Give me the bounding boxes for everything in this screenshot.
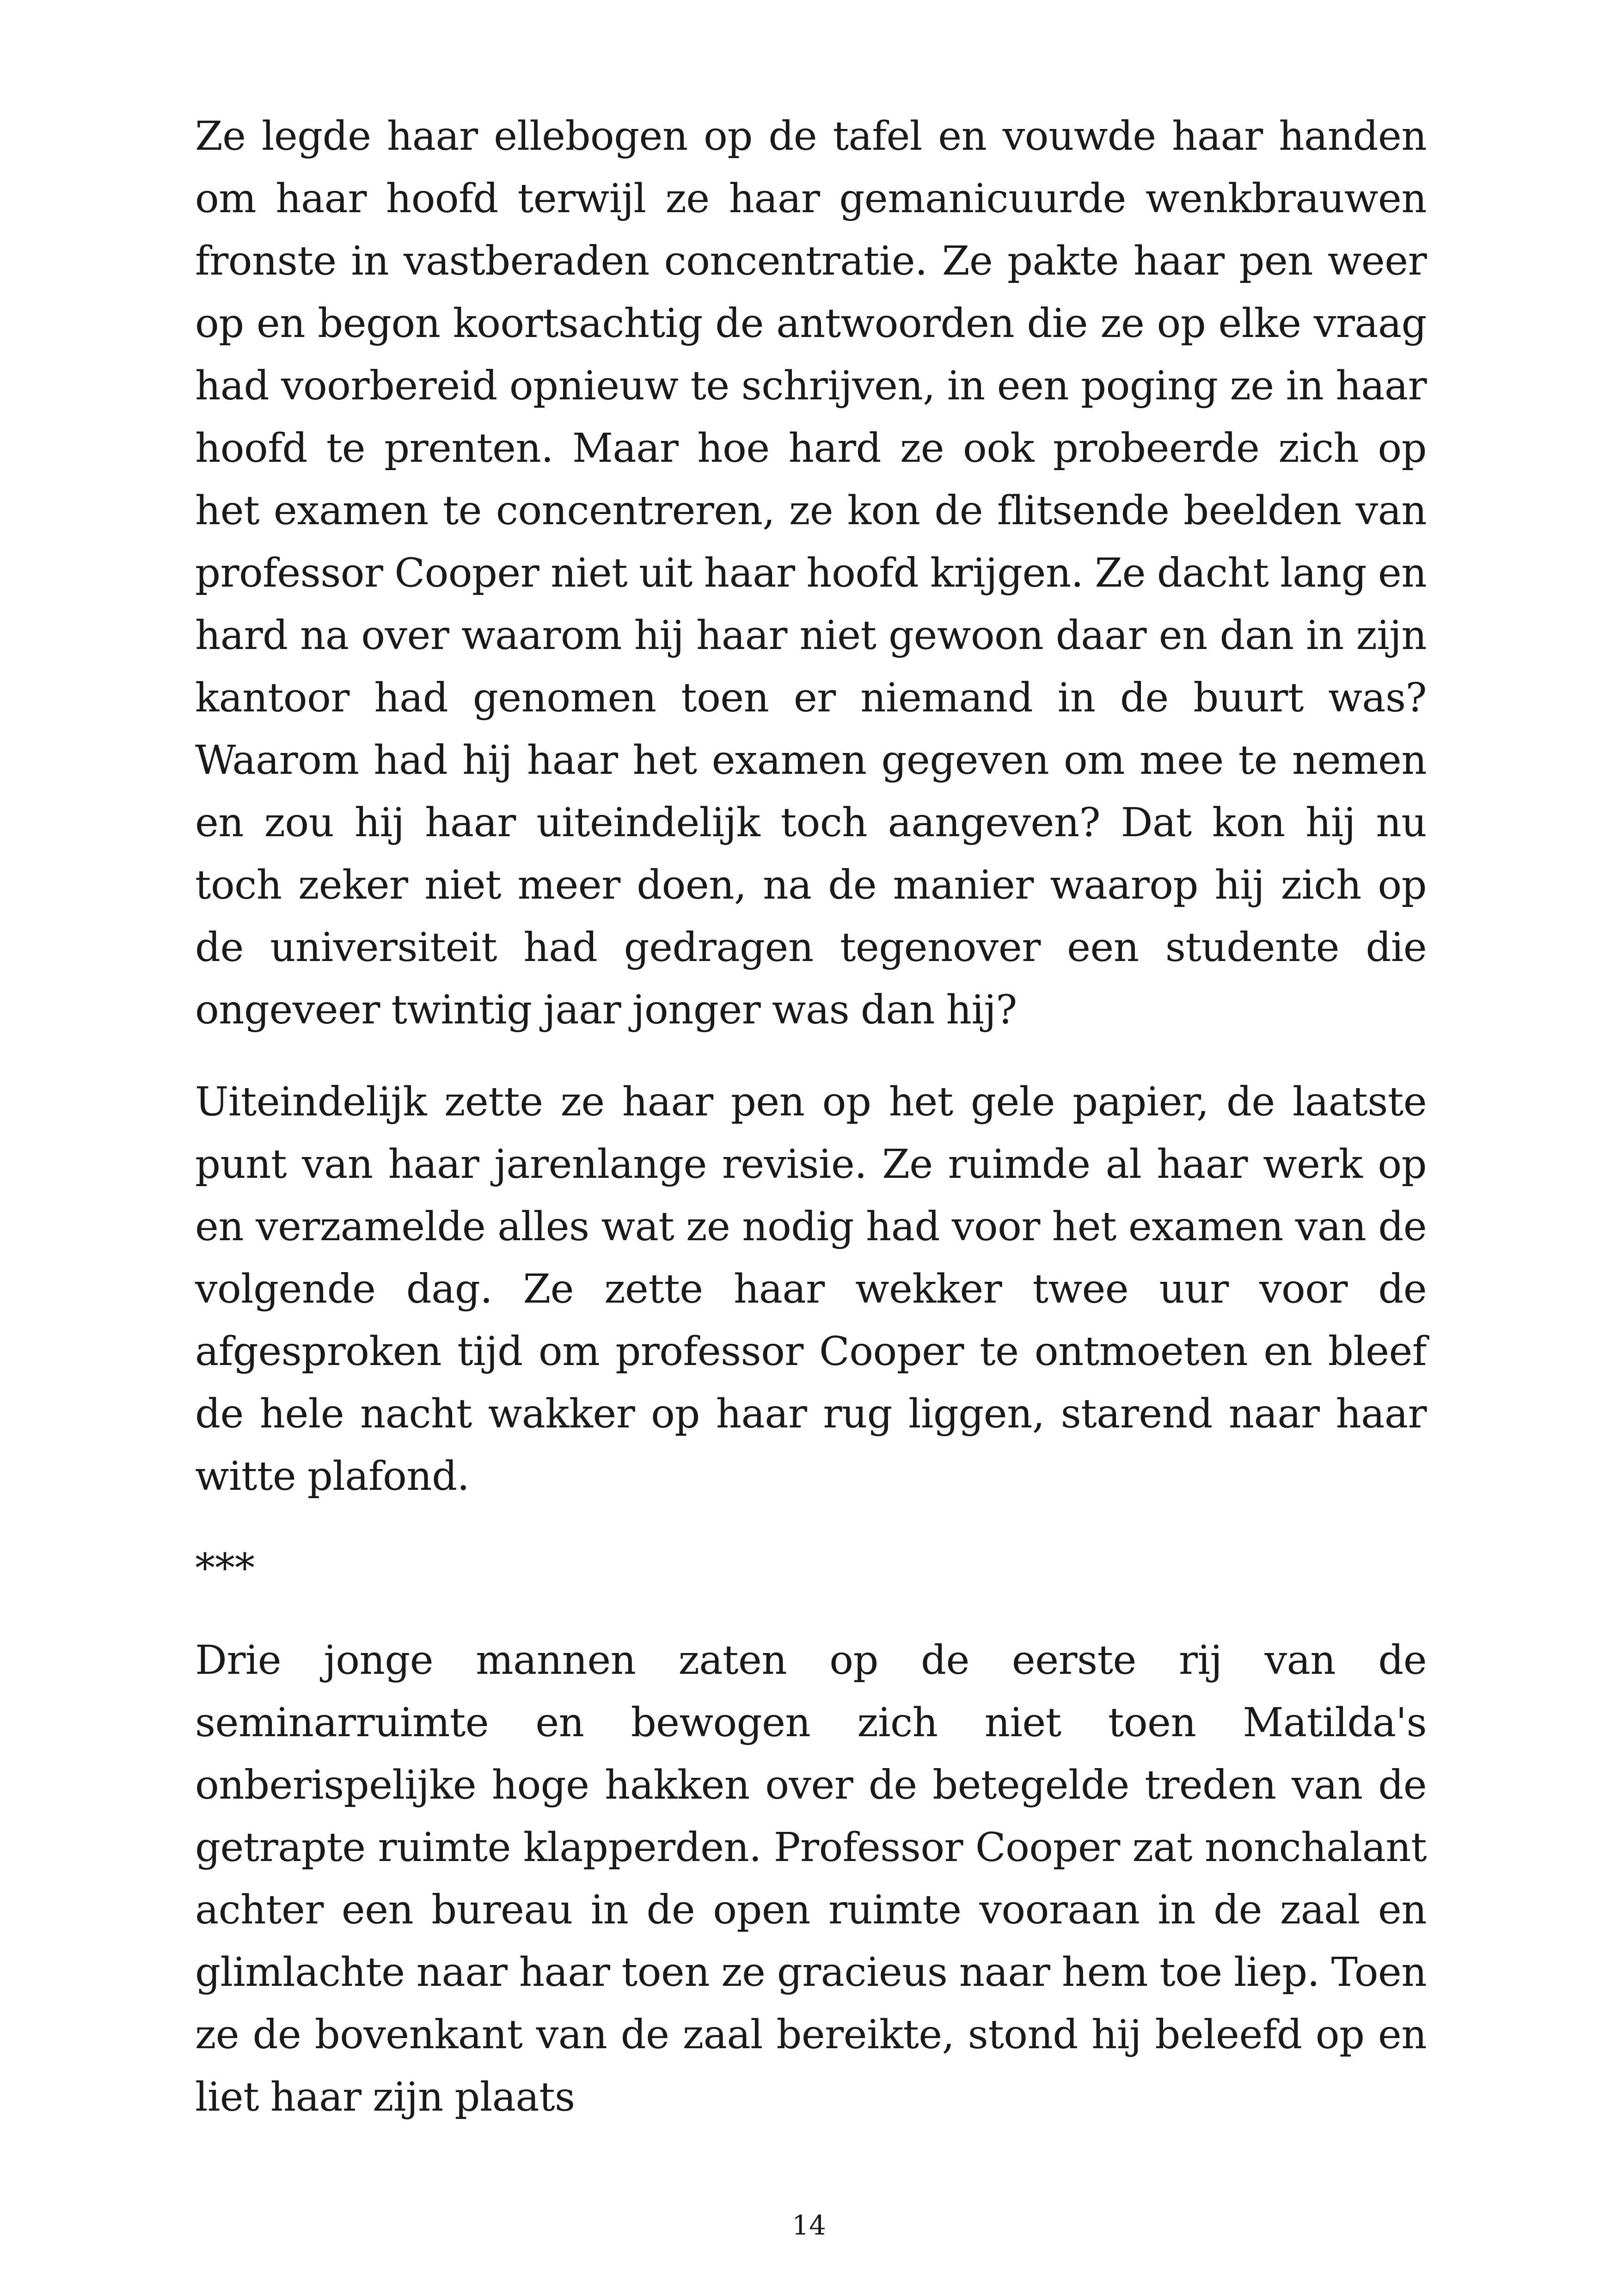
paragraph-3: Drie jonge mannen zaten op de eerste rij van de seminarruimte en bewogen zich niet toen Matilda's onberispelijke hoge hakken over de betegelde treden van de getrapte ruimte klapperden. Professor Cooper zat nonchalant achter een bureau in de open ruimte vooraan in de zaal en glimlachte naar haar toen ze gracieus naar hem toe liep. Toen ze de bovenkant van de zaal bereikte, stond hij beleefd op en liet haar zijn plaats bbox=[195, 1637, 1427, 2120]
page-number: 14 bbox=[792, 2210, 826, 2241]
body-text bbox=[195, 105, 1427, 2158]
paragraph-2: Uiteindelijk zette ze haar pen op het gele papier, de laatste punt van haar jarenlange revisie. Ze ruimde al haar werk op en verzamelde alles wat ze nodig had voor het examen van de volgende dag. Ze zette haar wekker twee uur voor de afgesproken tijd om professor Cooper te ontmoeten en bleef de hele nacht wakker op haar rug liggen, starend naar haar witte plafond. bbox=[195, 1079, 1427, 1500]
paragraph-1: Ze legde haar ellebogen op de tafel en vouwde haar handen om haar hoofd terwijl ze haar gemanicuurde wenkbrauwen fronste in vastberaden concentratie. Ze pakte haar pen weer op en begon koortsachtig de antwoorden die ze op elke vraag had voorbereid opnieuw te schrijven, in een poging ze in haar hoofd te prenten. Maar hoe hard ze ook probeerde zich op het examen te concentreren, ze kon de flitsende beelden van professor Cooper niet uit haar hoofd krijgen. Ze dacht lang en hard na over waarom hij haar niet gewoon daar en dan in zijn kantoor had genomen toen er niemand in de buurt was? Waarom had hij haar het examen gegeven om mee te nemen en zou hij haar uiteindelijk toch aangeven? Dat kon hij nu toch zeker niet meer doen, na de manier waarop hij zich op de universiteit had gedragen tegenover een studente die ongeveer twintig jaar jonger was dan hij? bbox=[195, 113, 1427, 1033]
section-separator: *** bbox=[195, 1545, 255, 1592]
